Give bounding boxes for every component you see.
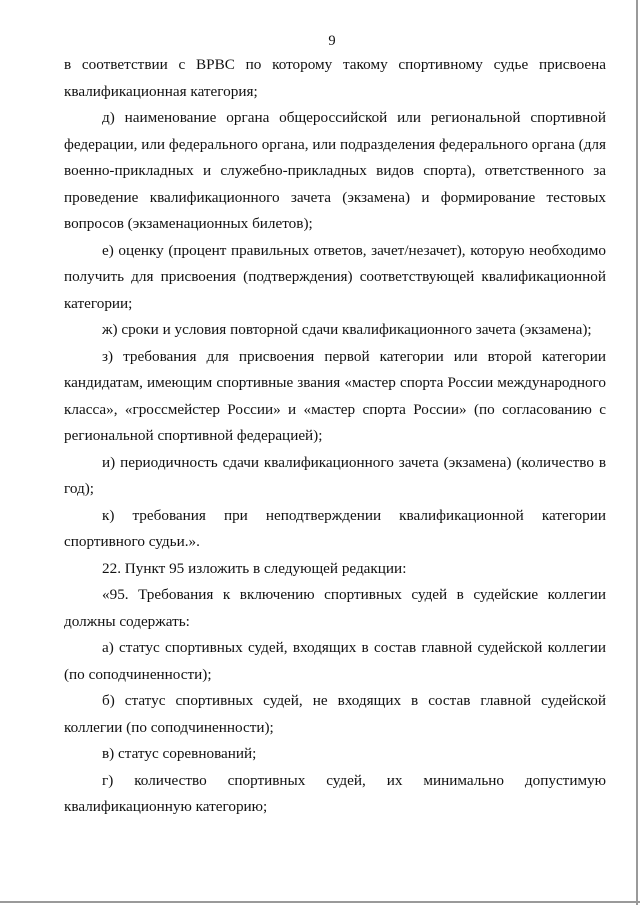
page-number: 9 xyxy=(328,33,336,49)
paragraph-item-zh: ж) сроки и условия повторной сдачи квалификационного зачета (экзамена); xyxy=(102,321,592,338)
paragraph-continuation: в соответствии с ВРВС по которому такому спортивному судье присвоена квалификационная категория; xyxy=(64,56,606,100)
page-edge-right xyxy=(636,0,638,905)
paragraph-point-22: 22. Пункт 95 изложить в следующей редакции: xyxy=(102,559,407,577)
page-edge-bottom xyxy=(0,901,640,903)
paragraph-item-v: в) статус соревнований; xyxy=(102,745,257,762)
paragraph-item-i: и) периодичность сдачи квалификационного зачета (экзамена) (количество в год); xyxy=(64,453,606,497)
paragraph-item-z: з) требования для присвоения первой категории или второй категории кандидатам, имеющим спортивные звания «мастер спорта России международного класса», «гроссмейстер России» и «мастер спорта России» (по согласованию с региональной спортивной федерацией); xyxy=(64,347,606,444)
document-body xyxy=(64,52,606,821)
paragraph-item-g: г) количество спортивных судей, их минимально допустимую квалификационную категорию; xyxy=(64,771,606,815)
paragraph-item-k: к) требования при неподтверждении квалификационной категории спортивного судьи.». xyxy=(64,506,606,550)
paragraph-item-d: д) наименование органа общероссийской или региональной спортивной федерации, или федерального органа, или подразделения федерального органа (для военно-прикладных и служебно-прикладных видов спорта), ответственного за проведение квалификационного зачета (экзамена) и формирование тестовых вопросов (экзаменационных билетов); xyxy=(64,109,606,232)
paragraph-item-a: а) статус спортивных судей, входящих в состав главной судейской коллегии (по соподчиненности); xyxy=(64,639,606,683)
paragraph-item-e: е) оценку (процент правильных ответов, зачет/незачет), которую необходимо получить для присвоения (подтверждения) соответствующей квалификационной категории; xyxy=(64,241,606,312)
paragraph-point-95: «95. Требования к включению спортивных судей в судейские коллегии должны содержать: xyxy=(64,586,606,630)
paragraph-item-b: б) статус спортивных судей, не входящих в состав главной судейской коллегии (по соподчиненности); xyxy=(64,692,606,736)
